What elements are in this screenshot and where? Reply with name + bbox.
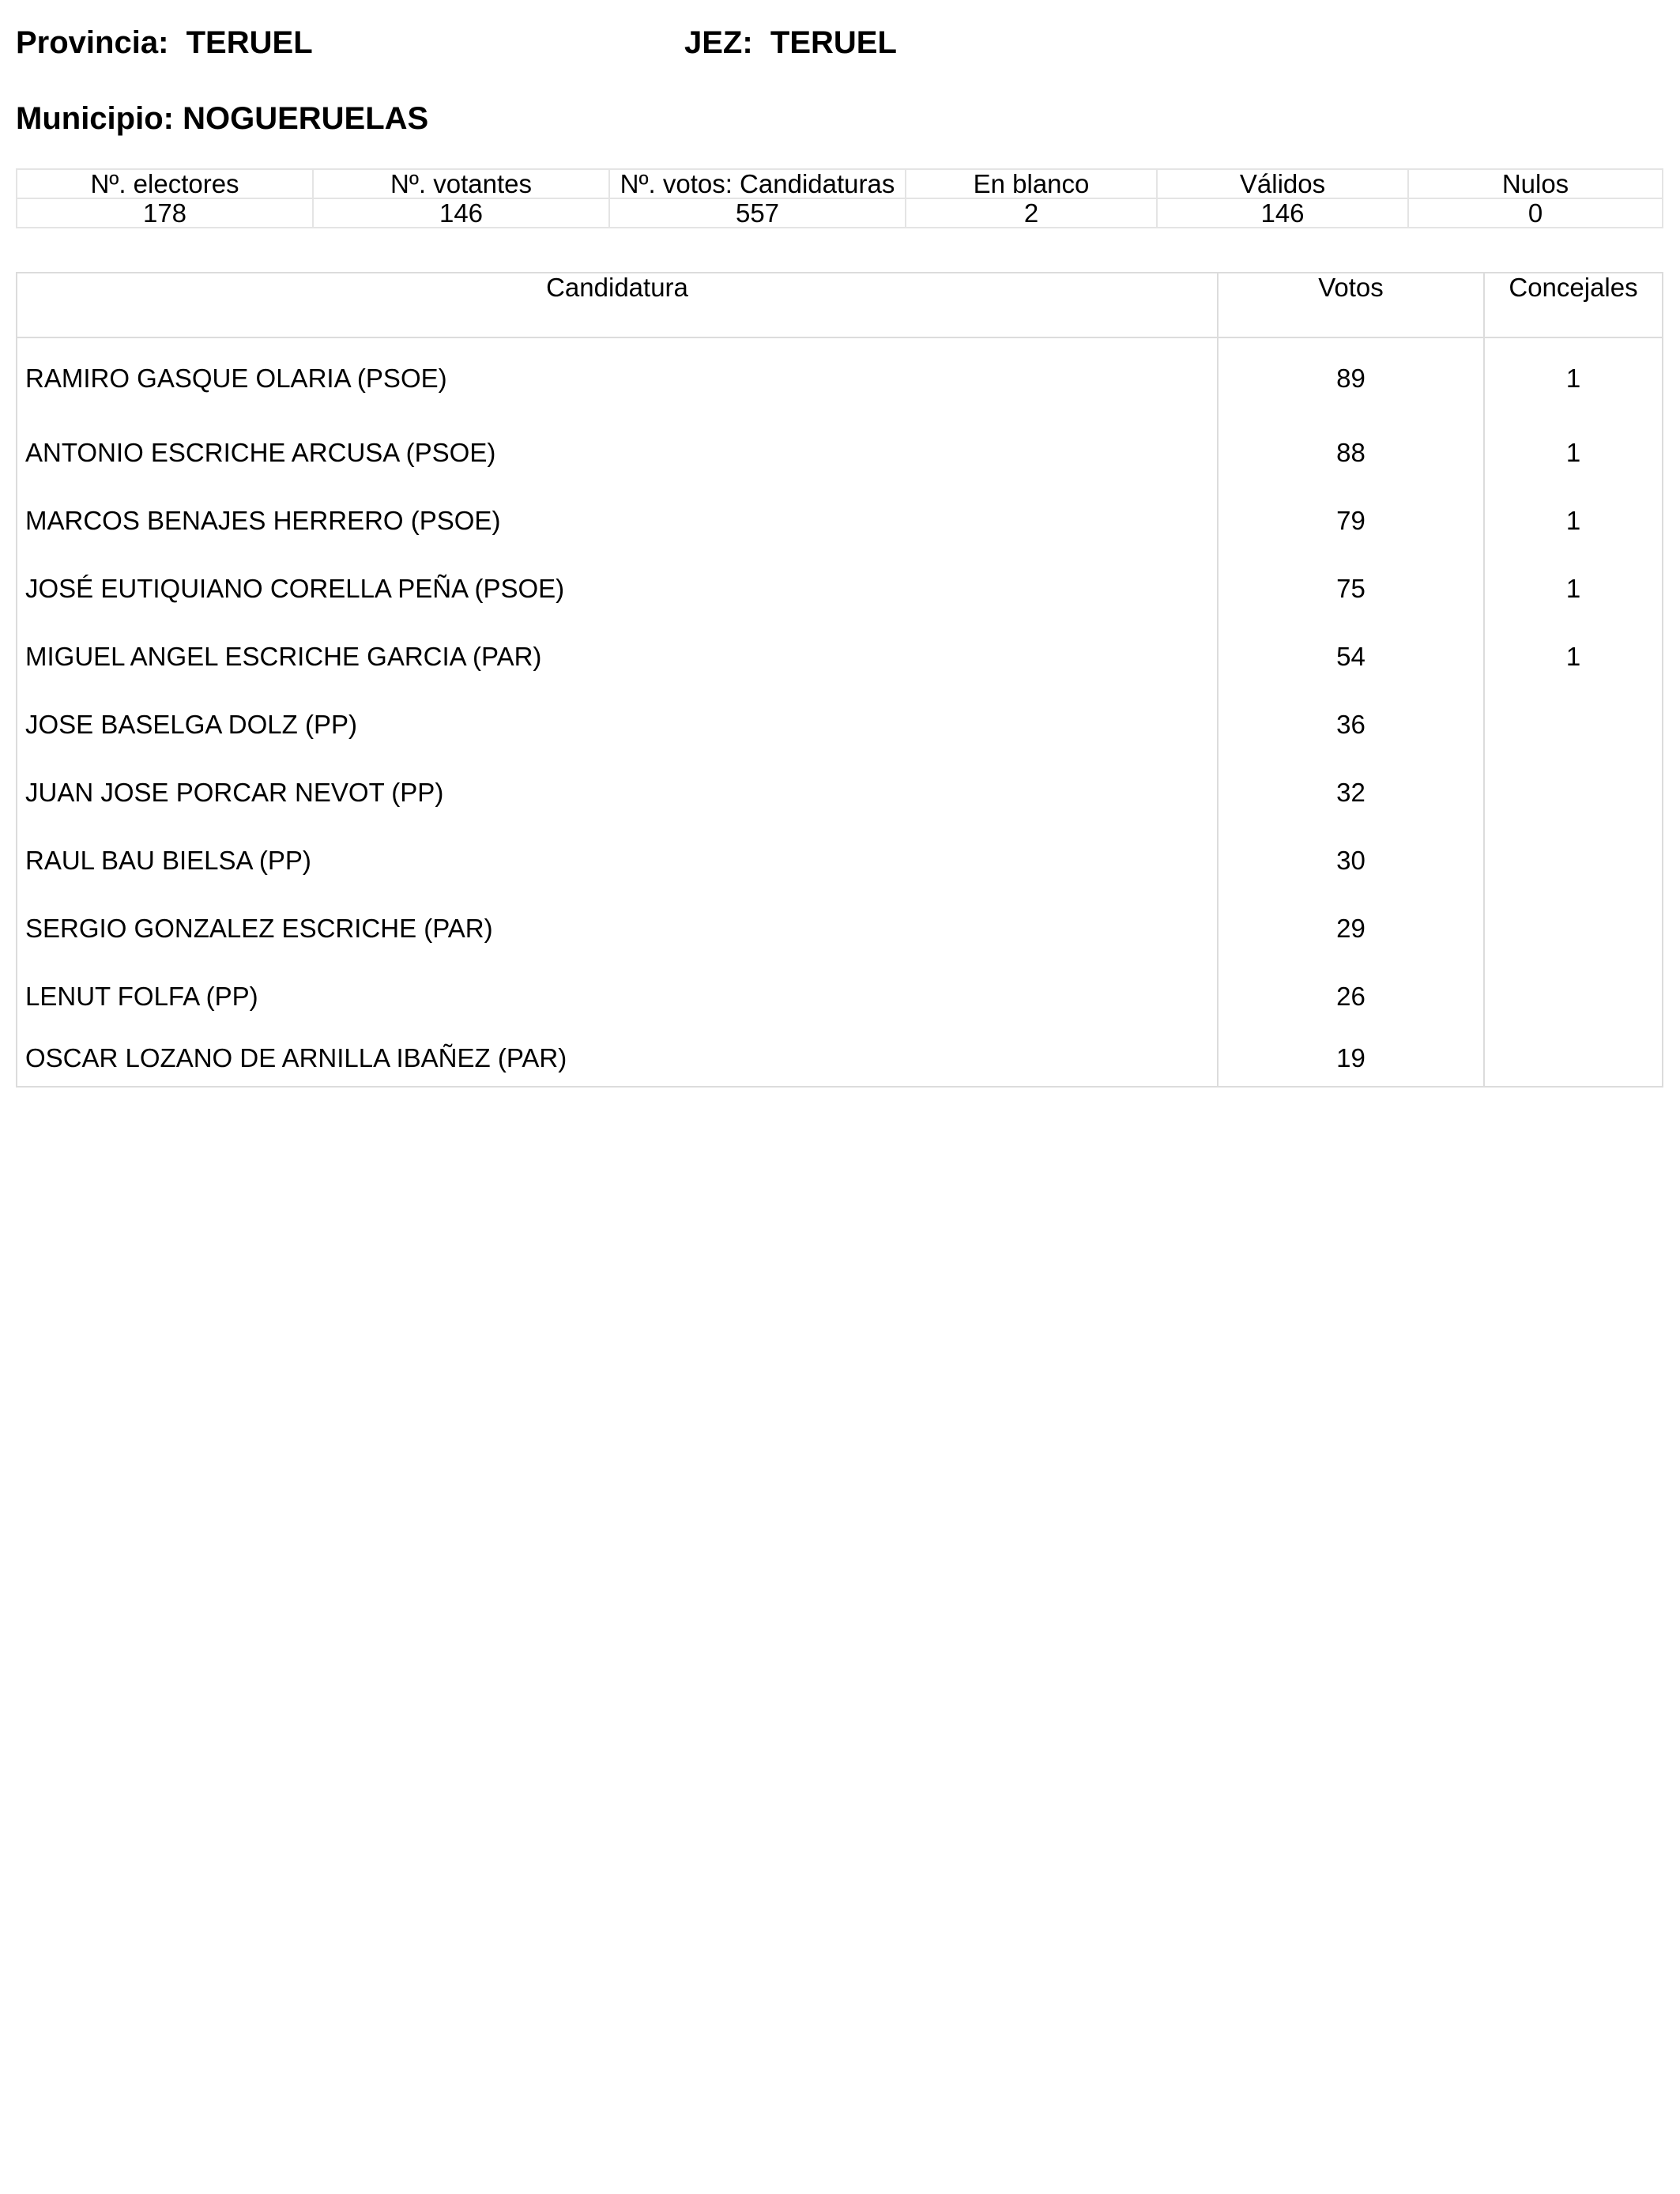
results-header-row <box>17 273 1663 337</box>
candidate-votes: 29 <box>1218 895 1484 963</box>
summary-value-validos: 146 <box>1157 198 1408 228</box>
candidate-votes: 26 <box>1218 963 1484 1031</box>
candidate-name: RAUL BAU BIELSA (PP) <box>17 827 1218 895</box>
candidate-concejales <box>1484 963 1663 1031</box>
summary-header-row <box>17 169 1663 198</box>
table-row <box>17 623 1663 691</box>
candidate-concejales: 1 <box>1484 419 1663 487</box>
candidate-concejales: 1 <box>1484 337 1663 419</box>
table-row <box>17 555 1663 623</box>
candidate-votes: 30 <box>1218 827 1484 895</box>
candidate-votes: 32 <box>1218 759 1484 827</box>
table-row <box>17 337 1663 419</box>
municipio-label: Municipio: NOGUERUELAS <box>16 101 429 136</box>
table-row <box>17 895 1663 963</box>
jez-label: JEZ: TERUEL <box>684 25 897 60</box>
table-row <box>17 827 1663 895</box>
summary-value-votos-candidaturas: 557 <box>609 198 906 228</box>
results-header-votos: Votos <box>1218 273 1484 337</box>
candidate-votes: 54 <box>1218 623 1484 691</box>
candidate-name: LENUT FOLFA (PP) <box>17 963 1218 1031</box>
summary-value-nulos: 0 <box>1408 198 1663 228</box>
summary-value-electores: 178 <box>17 198 313 228</box>
candidate-concejales: 1 <box>1484 623 1663 691</box>
candidate-votes: 88 <box>1218 419 1484 487</box>
table-row <box>17 1031 1663 1087</box>
candidate-name: MARCOS BENAJES HERRERO (PSOE) <box>17 487 1218 555</box>
candidate-name: ANTONIO ESCRICHE ARCUSA (PSOE) <box>17 419 1218 487</box>
candidate-name: OSCAR LOZANO DE ARNILLA IBAÑEZ (PAR) <box>17 1031 1218 1087</box>
results-table <box>16 272 1663 1088</box>
table-row <box>17 487 1663 555</box>
summary-values-row <box>17 198 1663 228</box>
candidate-concejales: 1 <box>1484 555 1663 623</box>
summary-header-votantes: Nº. votantes <box>313 169 609 198</box>
candidate-name: JOSE BASELGA DOLZ (PP) <box>17 691 1218 759</box>
summary-header-votos-candidaturas: Nº. votos: Candidaturas <box>609 169 906 198</box>
summary-header-validos: Válidos <box>1157 169 1408 198</box>
candidate-concejales <box>1484 759 1663 827</box>
results-header-concejales: Concejales <box>1484 273 1663 337</box>
candidate-votes: 79 <box>1218 487 1484 555</box>
summary-value-votantes: 146 <box>313 198 609 228</box>
candidate-concejales: 1 <box>1484 487 1663 555</box>
candidate-concejales <box>1484 691 1663 759</box>
summary-value-en-blanco: 2 <box>906 198 1157 228</box>
candidate-votes: 19 <box>1218 1031 1484 1087</box>
candidate-concejales <box>1484 1031 1663 1087</box>
summary-header-en-blanco: En blanco <box>906 169 1157 198</box>
summary-header-nulos: Nulos <box>1408 169 1663 198</box>
candidate-votes: 89 <box>1218 337 1484 419</box>
summary-header-electores: Nº. electores <box>17 169 313 198</box>
table-row <box>17 691 1663 759</box>
candidate-concejales <box>1484 895 1663 963</box>
results-header-candidatura: Candidatura <box>17 273 1218 337</box>
candidate-name: RAMIRO GASQUE OLARIA (PSOE) <box>17 337 1218 419</box>
candidate-name: MIGUEL ANGEL ESCRICHE GARCIA (PAR) <box>17 623 1218 691</box>
candidate-votes: 36 <box>1218 691 1484 759</box>
table-row <box>17 419 1663 487</box>
candidate-name: JUAN JOSE PORCAR NEVOT (PP) <box>17 759 1218 827</box>
candidate-name: SERGIO GONZALEZ ESCRICHE (PAR) <box>17 895 1218 963</box>
candidate-name: JOSÉ EUTIQUIANO CORELLA PEÑA (PSOE) <box>17 555 1218 623</box>
candidate-votes: 75 <box>1218 555 1484 623</box>
table-row <box>17 759 1663 827</box>
candidate-concejales <box>1484 827 1663 895</box>
summary-table <box>16 168 1663 228</box>
provincia-label: Provincia: TERUEL <box>16 25 313 60</box>
table-row <box>17 963 1663 1031</box>
